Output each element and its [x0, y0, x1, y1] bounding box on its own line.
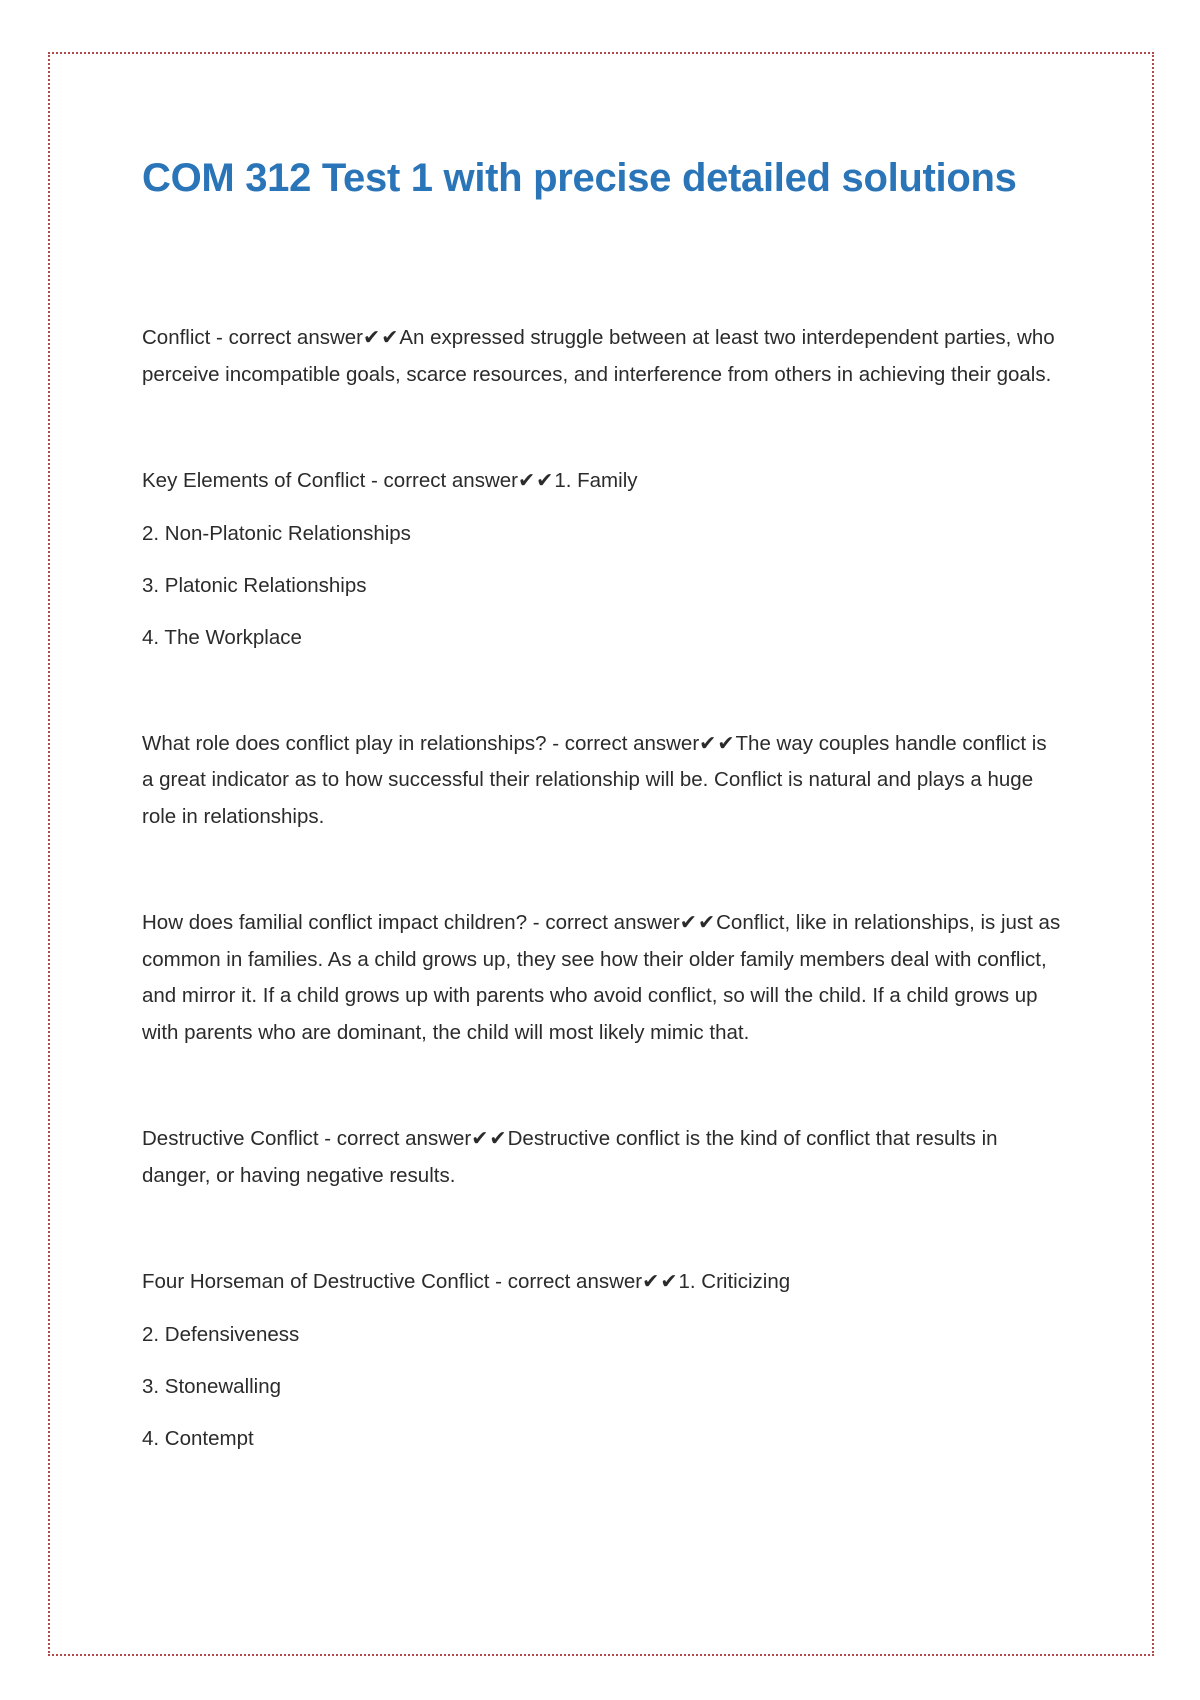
qa-entry [142, 320, 1062, 393]
separator: - correct answer [546, 731, 700, 755]
qa-paragraph [142, 320, 1062, 393]
qa-paragraph [142, 1264, 1062, 1301]
qa-entry [142, 1264, 1062, 1457]
document-body [142, 320, 1062, 1527]
checkmark-icon: ✔✔ [699, 731, 736, 755]
qa-entry [142, 726, 1062, 836]
qa-paragraph [142, 463, 1062, 500]
qa-paragraph [142, 726, 1062, 836]
term: Four Horseman of Destructive Conflict [142, 1270, 490, 1293]
term: How does familial conflict impact children? [142, 911, 528, 934]
qa-entry [142, 463, 1062, 656]
term: Conflict [142, 326, 211, 349]
separator: - correct answer [318, 1127, 472, 1150]
answer: Conflict, like in relationships, is just as common in families. As a child grows up, they see how their older family members deal with conflict, and mirror it. If a child grows up with parents who avoid conflict, so will the child. If a child grows up with parents who are dominant, the child will most likely mimic that. [142, 911, 1061, 1044]
checkmark-icon: ✔✔ [517, 469, 555, 492]
separator: - correct answer [210, 326, 364, 349]
list-item: 2. Defensiveness [142, 1322, 300, 1346]
checkmark-icon: ✔✔ [471, 1127, 508, 1150]
list-item: 3. Platonic Relationships [142, 573, 367, 597]
qa-entry [142, 905, 1062, 1051]
qa-entry [142, 1121, 1062, 1194]
term: What role does conflict play in relationships? [142, 731, 547, 755]
separator: - correct answer [527, 911, 680, 934]
separator: - correct answer [489, 1270, 643, 1293]
checkmark-icon: ✔✔ [642, 1270, 679, 1293]
checkmark-icon: ✔✔ [363, 326, 400, 349]
list-item: 3. Stonewalling [142, 1374, 282, 1398]
term: Key Elements of Conflict [142, 469, 366, 492]
answer: 1. Family [554, 469, 638, 492]
list-item: 4. The Workplace [142, 625, 302, 649]
checkmark-icon: ✔✔ [679, 911, 717, 934]
answer: Destructive conflict is the kind of conflict that results in danger, or having negative results. [142, 1127, 998, 1187]
qa-paragraph [142, 1121, 1062, 1194]
answer: The way couples handle conflict is a great indicator as to how successful their relationship will be. Conflict is natural and plays a huge role in relationships. [142, 731, 1047, 828]
list-item: 2. Non-Platonic Relationships [142, 521, 411, 545]
separator: - correct answer [365, 469, 518, 492]
answer: 1. Criticizing [678, 1270, 791, 1293]
list-item: 4. Contempt [142, 1426, 254, 1450]
term: Destructive Conflict [142, 1127, 319, 1150]
answer: An expressed struggle between at least two interdependent parties, who perceive incompatible goals, scarce resources, and interference from others in achieving their goals. [142, 326, 1055, 386]
document-title: COM 312 Test 1 with precise detailed solutions [142, 156, 1017, 200]
qa-paragraph [142, 905, 1062, 1051]
